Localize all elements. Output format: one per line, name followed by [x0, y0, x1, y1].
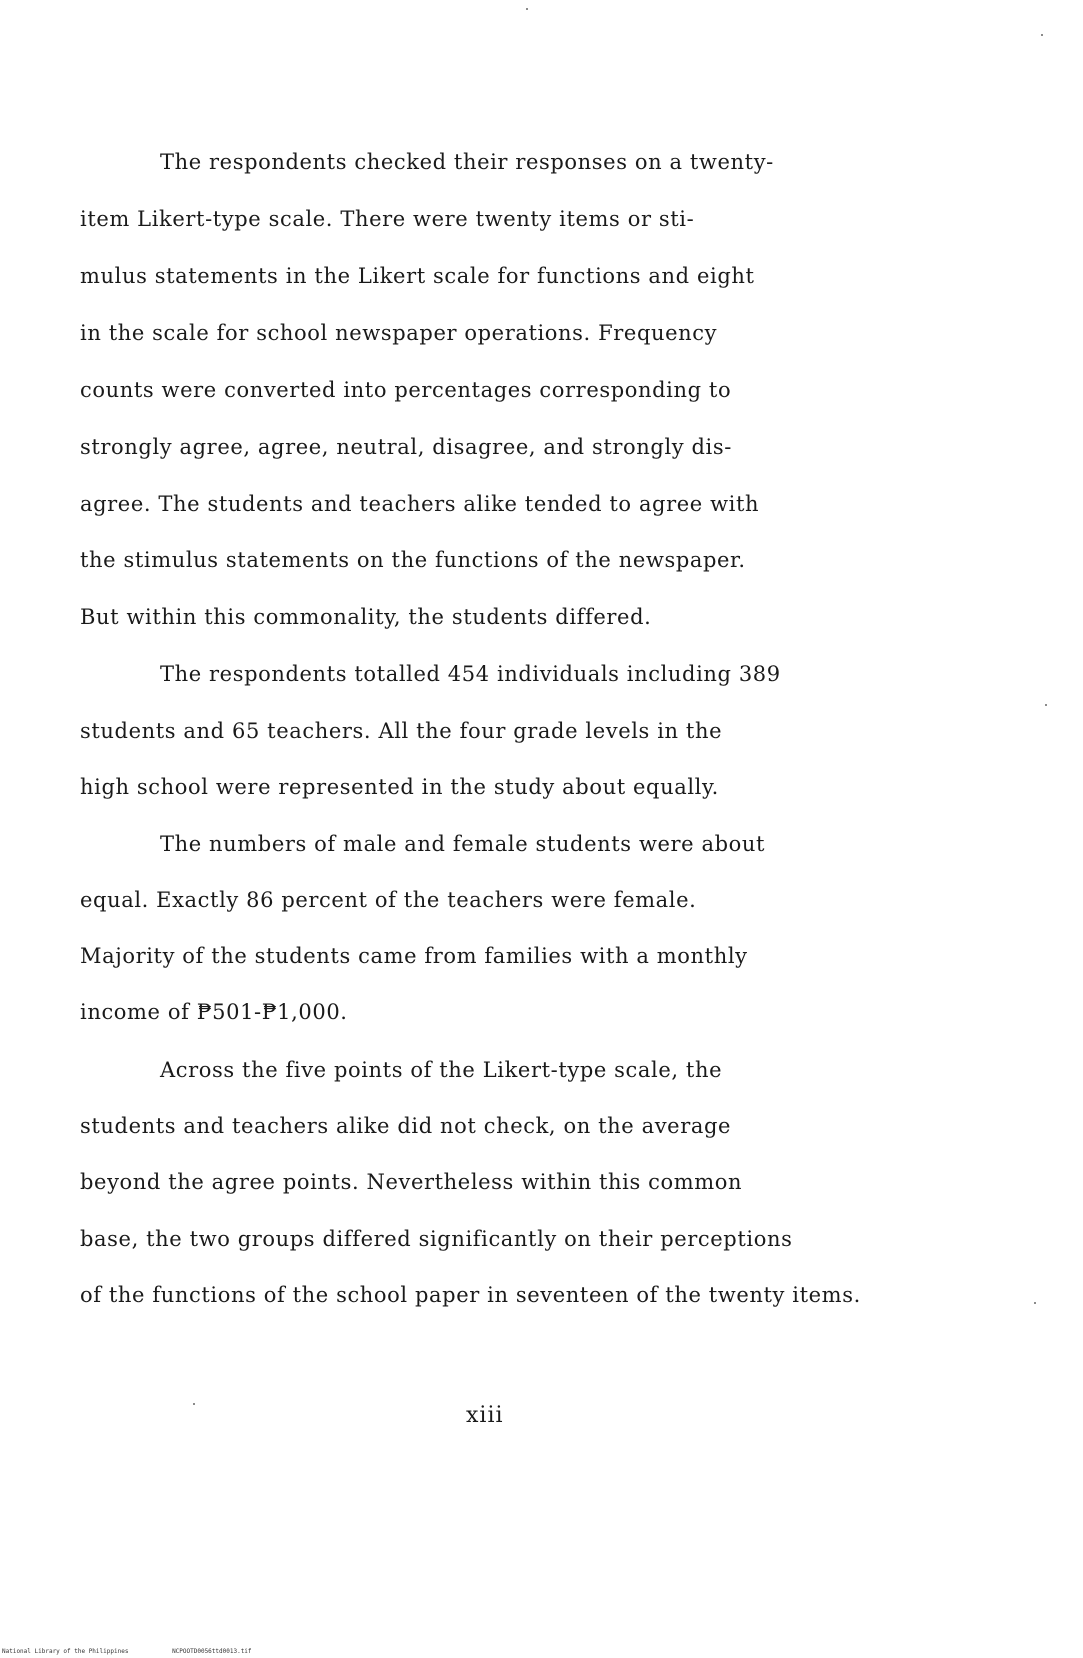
paragraph-1-line-9: But within this commonality, the students differed.: [80, 605, 652, 629]
paragraph-1-line-7: agree. The students and teachers alike tended to agree with: [80, 492, 760, 516]
paragraph-4-line-1: Across the five points of the Likert-type scale, the: [160, 1058, 723, 1082]
paragraph-4-line-4: base, the two groups differed significantly on their perceptions: [80, 1227, 793, 1251]
paragraph-1-line-3: mulus statements in the Likert scale for functions and eight: [80, 264, 755, 288]
paragraph-2-line-1: The respondents totalled 454 individuals including 389: [160, 662, 781, 686]
paragraph-3-line-4: income of ₱501-₱1,000.: [80, 1000, 348, 1024]
scan-speck: [193, 1403, 195, 1405]
paragraph-3-line-3: Majority of the students came from families with a monthly: [80, 944, 748, 968]
paragraph-4-line-2: students and teachers alike did not check, on the average: [80, 1114, 732, 1138]
scan-speck: [1034, 1302, 1036, 1304]
paragraph-1-line-5: counts were converted into percentages corresponding to: [80, 378, 732, 402]
scan-speck: [526, 8, 528, 10]
paragraph-1-line-2: item Likert-type scale. There were twenty items or sti-: [80, 207, 695, 231]
scan-footer: [2, 1648, 292, 1655]
scan-speck: [1045, 704, 1047, 706]
page-number: xiii: [466, 1403, 504, 1428]
paragraph-2-line-2: students and 65 teachers. All the four grade levels in the: [80, 719, 723, 743]
footer-file-id: NCPOOTD0056ttd0013.tif: [172, 1648, 252, 1655]
paragraph-1-line-1: The respondents checked their responses on a twenty-: [160, 150, 774, 174]
paragraph-3-line-2: equal. Exactly 86 percent of the teachers were female.: [80, 888, 697, 912]
paragraph-2-line-3: high school were represented in the study about equally.: [80, 775, 719, 799]
scan-speck: [1041, 34, 1043, 36]
paragraph-4-line-3: beyond the agree points. Nevertheless within this common: [80, 1170, 743, 1194]
paragraph-4-line-5: of the functions of the school paper in seventeen of the twenty items.: [80, 1283, 861, 1307]
paragraph-1-line-4: in the scale for school newspaper operations. Frequency: [80, 321, 718, 345]
paragraph-1-line-8: the stimulus statements on the functions of the newspaper.: [80, 548, 746, 572]
footer-library: National Library of the Philippines: [2, 1648, 129, 1655]
paragraph-3-line-1: The numbers of male and female students were about: [160, 832, 766, 856]
paragraph-1-line-6: strongly agree, agree, neutral, disagree, and strongly dis-: [80, 435, 732, 459]
